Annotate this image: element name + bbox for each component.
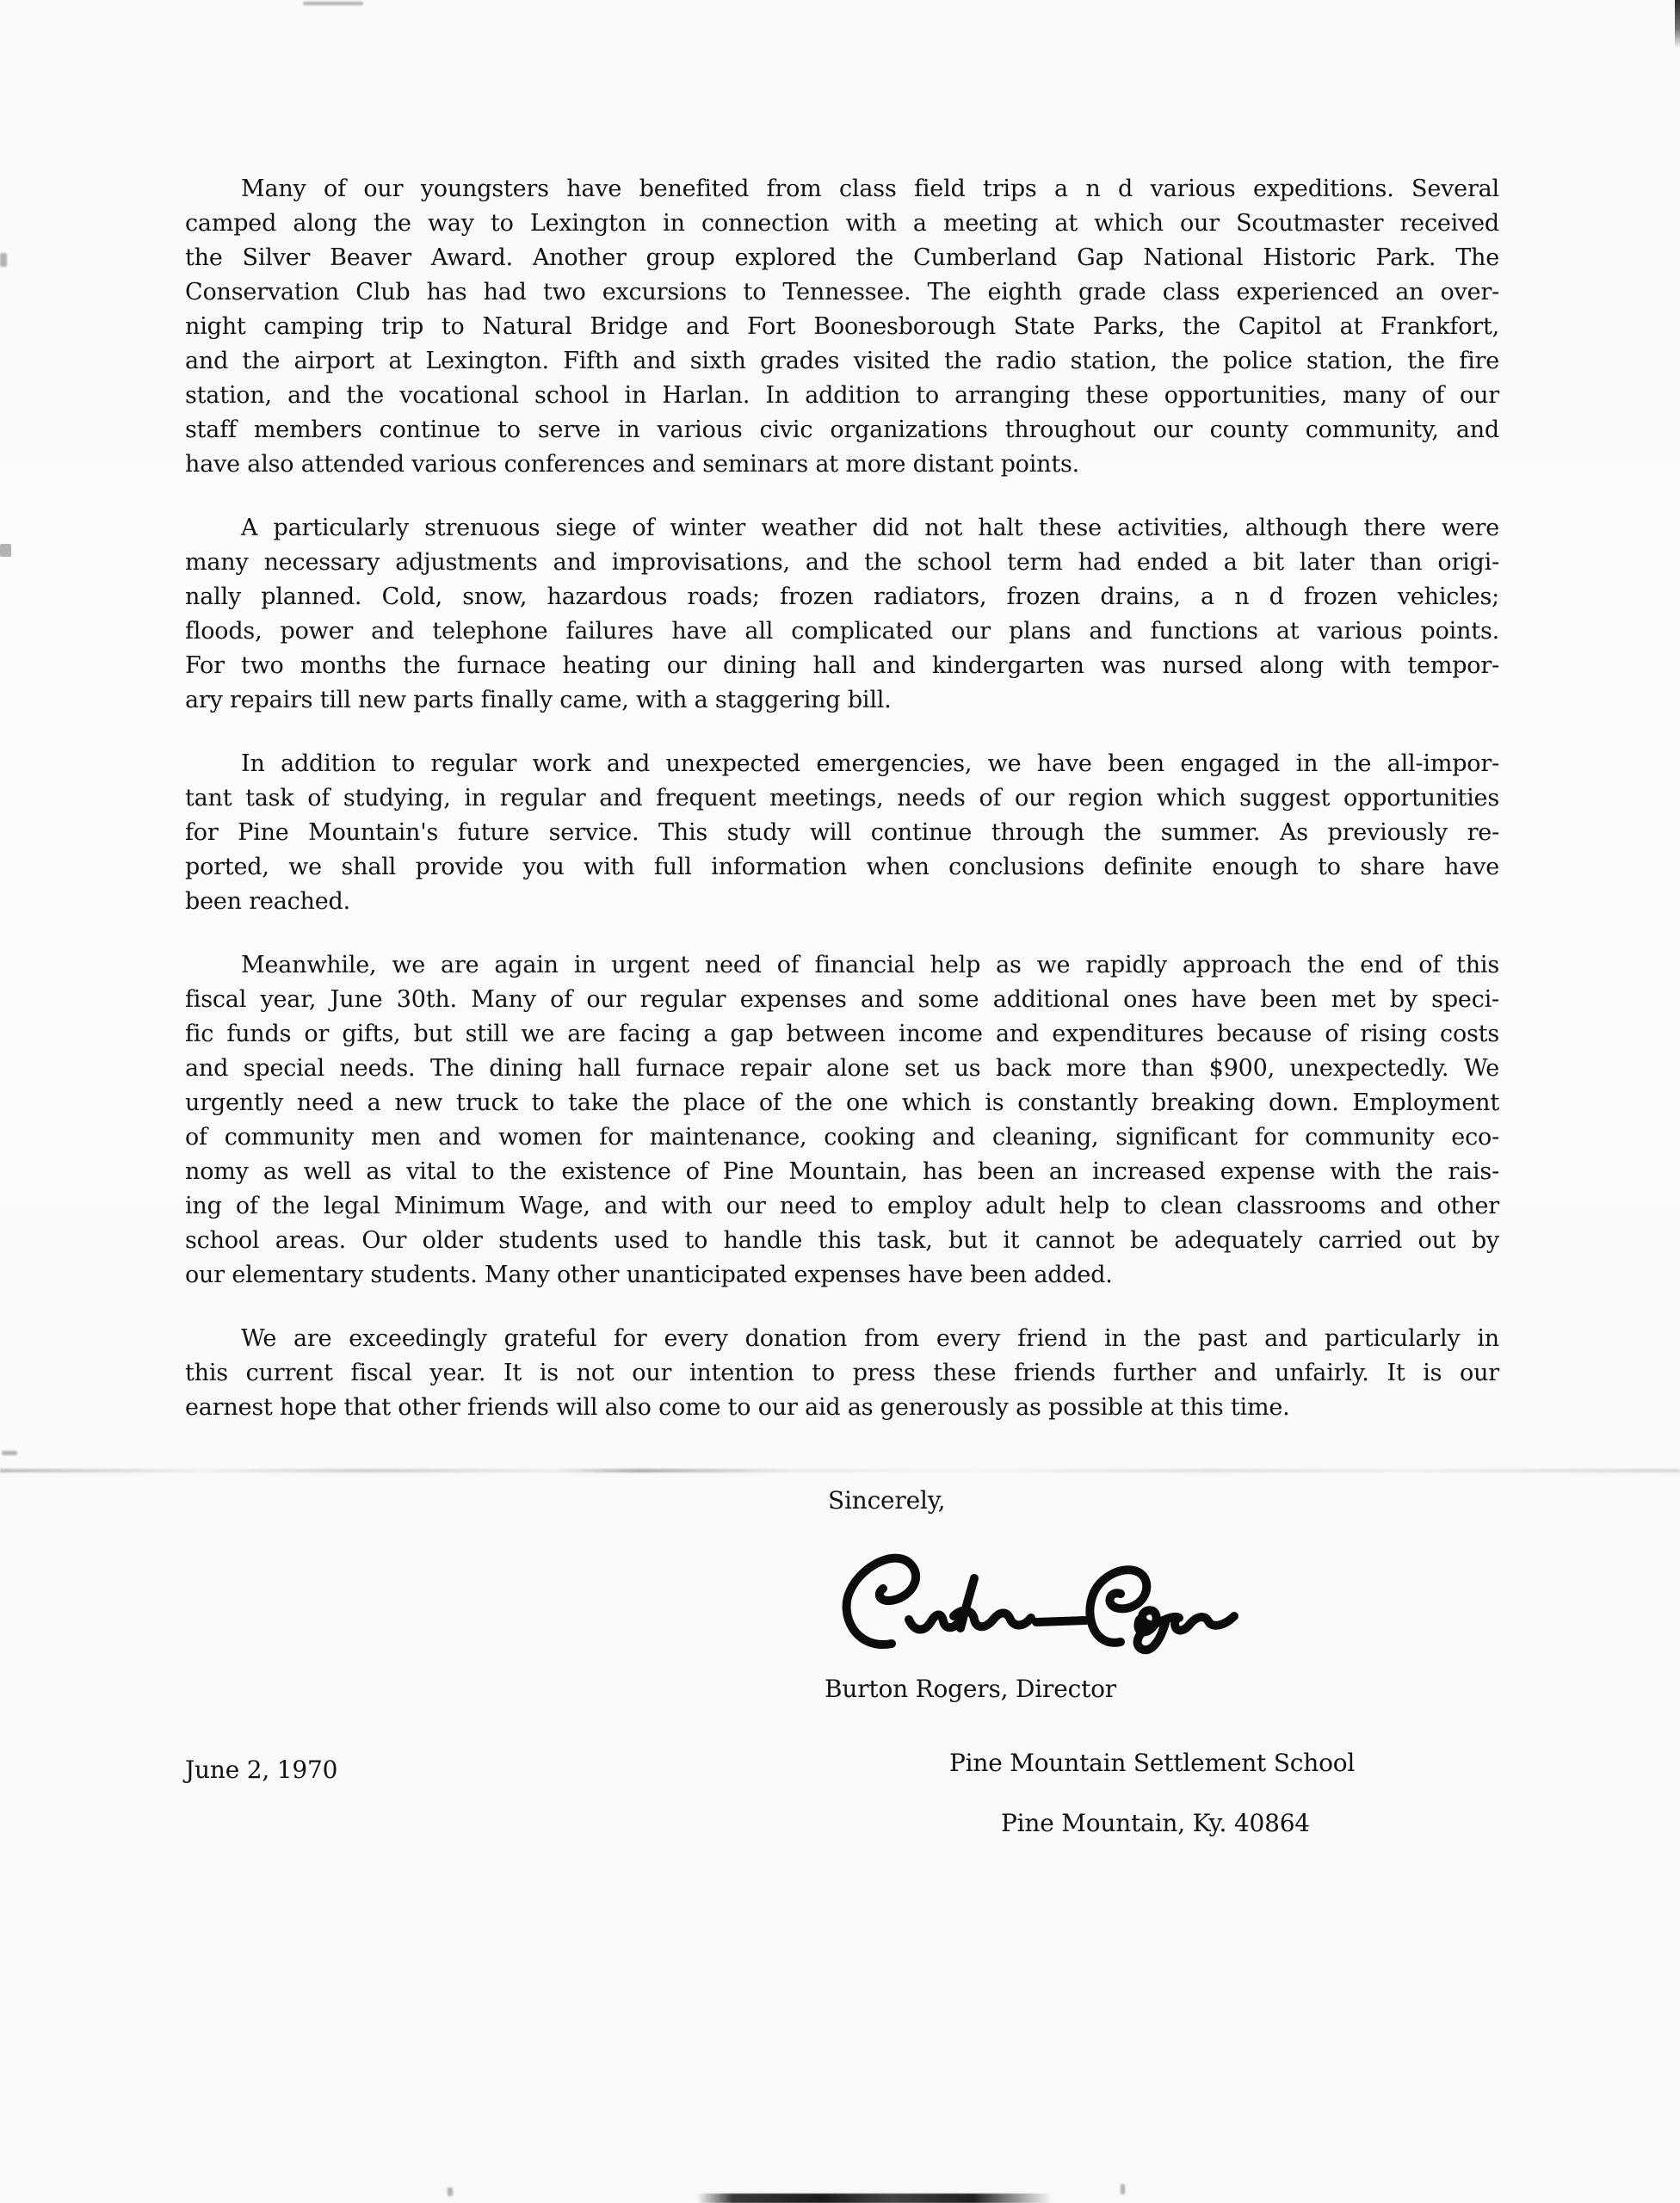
letter-line: fiscal year, June 30th. Many of our regular expenses and some additional ones have been met by speci-	[185, 986, 1499, 1013]
letter-line: A particularly strenuous siege of winter weather did not halt these activities, although there were	[241, 515, 1499, 541]
letter-line: been reached.	[185, 888, 350, 915]
letter-line: We are exceedingly grateful for every donation from every friend in the past and particularly in	[241, 1325, 1499, 1352]
letter-line: Conservation Club has had two excursions to Tennessee. The eighth grade class experienced an over-	[185, 279, 1499, 305]
letter-paragraphs	[185, 172, 1499, 1454]
letter-line: our elementary students. Many other unanticipated expenses have been added.	[185, 1262, 1113, 1288]
letter-line: tant task of studying, in regular and frequent meetings, needs of our region which suggest opportunities	[185, 785, 1499, 811]
scan-corner-mark	[1675, 0, 1680, 48]
organization-address: Pine Mountain, Ky. 40864	[1001, 1809, 1310, 1837]
letter-line: nomy as well as vital to the existence of Pine Mountain, has been an increased expense with the rais-	[185, 1158, 1499, 1185]
organization-name: Pine Mountain Settlement School	[949, 1749, 1356, 1777]
letter-line: nally planned. Cold, snow, hazardous roads; frozen radiators, frozen drains, a n d frozen vehicles;	[185, 583, 1499, 610]
scan-speck	[0, 253, 7, 267]
letter-paragraph	[185, 747, 1499, 919]
letter-paragraph	[185, 511, 1499, 718]
letter-line: For two months the furnace heating our dining hall and kindergarten was nursed along with tempor-	[185, 652, 1499, 679]
letter-line: station, and the vocational school in Harlan. In addition to arranging these opportunities, many of our	[185, 382, 1499, 409]
letter-line: ary repairs till new parts finally came, with a staggering bill.	[185, 687, 892, 713]
handwritten-signature-burton-rogers	[837, 1540, 1241, 1669]
letter-line: this current fiscal year. It is not our intention to press these friends further and unfairly. It is our	[185, 1360, 1499, 1386]
letter-line: In addition to regular work and unexpected emergencies, we have been engaged in the all-impor-	[241, 750, 1499, 777]
scan-speck	[303, 2, 363, 5]
letter-line: have also attended various conferences and seminars at more distant points.	[185, 451, 1080, 478]
letter-line: of community men and women for maintenance, cooking and cleaning, significant for community eco-	[185, 1124, 1499, 1151]
letter-line: floods, power and telephone failures have all complicated our plans and functions at various points.	[185, 618, 1499, 645]
scan-speck	[448, 2188, 453, 2196]
letter-paragraph	[185, 948, 1499, 1293]
letter-line: many necessary adjustments and improvisations, and the school term had ended a bit later than origi-	[185, 549, 1499, 576]
letter-line: earnest hope that other friends will also come to our aid as generously as possible at this time.	[185, 1394, 1290, 1421]
letter-line: night camping trip to Natural Bridge and Fort Boonesborough State Parks, the Capitol at Frankfort,	[185, 313, 1499, 340]
scanner-edge-smudge	[697, 2194, 1052, 2203]
salutation: Sincerely,	[828, 1486, 946, 1515]
signer-name-title: Burton Rogers, Director	[825, 1675, 1116, 1703]
letter-line: ing of the legal Minimum Wage, and with our need to employ adult help to clean classrooms and other	[185, 1193, 1499, 1219]
scan-speck	[1121, 2184, 1125, 2194]
letter-line: urgently need a new truck to take the place of the one which is constantly breaking down. Employment	[185, 1089, 1499, 1116]
letter-paragraph	[185, 1322, 1499, 1425]
fold-crease-artifact	[0, 1469, 1680, 1472]
letter-line: Many of our youngsters have benefited from class field trips a n d various expeditions. Several	[241, 176, 1499, 202]
letter-date: June 2, 1970	[185, 1756, 338, 1784]
letter-line: for Pine Mountain's future service. This study will continue through the summer. As previously re-	[185, 819, 1499, 846]
letter-line: staff members continue to serve in various civic organizations throughout our county community, and	[185, 417, 1499, 443]
letter-line: ported, we shall provide you with full information when conclusions definite enough to share have	[185, 854, 1499, 880]
scan-speck	[0, 544, 11, 557]
letter-line: the Silver Beaver Award. Another group explored the Cumberland Gap National Historic Park. The	[185, 244, 1499, 271]
letter-paragraph	[185, 172, 1499, 482]
letter-line: Meanwhile, we are again in urgent need of financial help as we rapidly approach the end of this	[241, 952, 1499, 978]
letter-line: camped along the way to Lexington in connection with a meeting at which our Scoutmaster received	[185, 210, 1499, 237]
letter-line: and the airport at Lexington. Fifth and sixth grades visited the radio station, the police station, the fire	[185, 348, 1499, 374]
letter-line: school areas. Our older students used to handle this task, but it cannot be adequately carried out by	[185, 1227, 1499, 1254]
scan-speck	[2, 1451, 17, 1455]
letter-line: and special needs. The dining hall furnace repair alone set us back more than $900, unexpectedly. We	[185, 1055, 1499, 1082]
letter-line: fic funds or gifts, but still we are facing a gap between income and expenditures because of rising costs	[185, 1021, 1499, 1047]
